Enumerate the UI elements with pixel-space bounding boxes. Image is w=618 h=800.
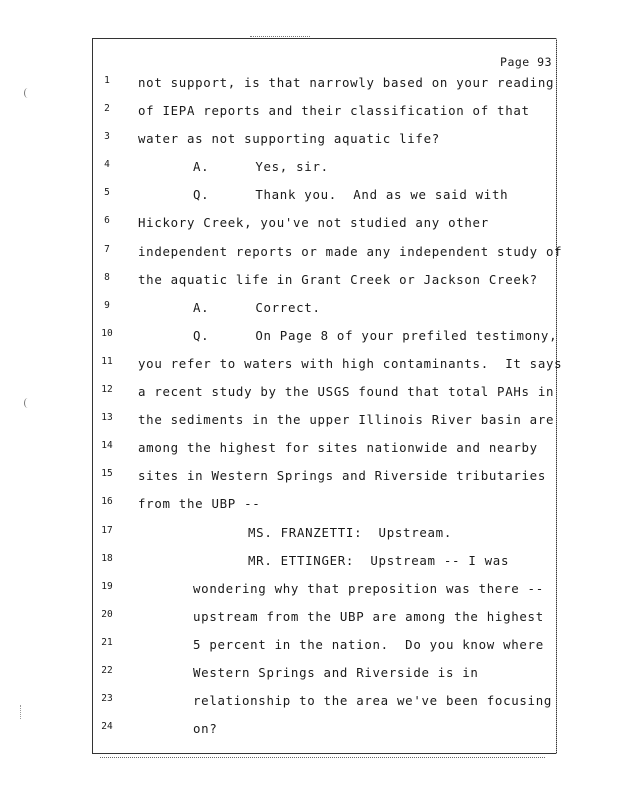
line-number: 17	[101, 524, 113, 536]
line-content: On Page 8 of your prefiled testimony,	[255, 327, 558, 343]
transcript-line	[0, 437, 618, 465]
line-number: 8	[104, 271, 110, 283]
speaker-label: Q.	[193, 327, 210, 343]
line-content: the aquatic life in Grant Creek or Jackson Creek?	[138, 271, 538, 287]
line-text	[138, 356, 562, 371]
line-number: 2	[104, 103, 110, 115]
line-number: 3	[104, 131, 110, 143]
page-number: Page 93	[500, 55, 552, 69]
line-content: not support, is that narrowly based on your reading	[138, 75, 555, 90]
line-content: Thank you. And as we said with	[255, 187, 509, 203]
line-number: 9	[104, 299, 110, 311]
speaker-label: A.	[193, 159, 210, 175]
line-number: 7	[104, 243, 110, 255]
transcript-line	[0, 381, 618, 409]
transcript-line	[0, 578, 618, 606]
line-text	[138, 103, 530, 118]
transcript-line	[0, 128, 618, 156]
line-content: Yes, sir.	[255, 159, 329, 175]
line-text	[138, 412, 554, 427]
transcript-line	[0, 72, 618, 100]
line-number: 21	[101, 636, 113, 648]
transcript-line	[0, 297, 618, 325]
transcript-body	[0, 72, 618, 746]
line-text	[193, 637, 544, 652]
line-number: 5	[104, 187, 110, 199]
line-text	[193, 159, 329, 174]
line-content: relationship to the area we've been focusing	[193, 693, 553, 709]
transcript-line	[0, 325, 618, 353]
line-text	[248, 553, 509, 568]
line-content: upstream from the UBP are among the highest	[193, 608, 544, 624]
line-content: from the UBP --	[138, 496, 261, 512]
line-text	[193, 665, 479, 680]
line-content: MR. ETTINGER: Upstream -- I was	[248, 552, 510, 568]
transcript-line	[0, 409, 618, 437]
line-number: 24	[101, 721, 113, 733]
line-text	[193, 300, 321, 315]
transcript-line	[0, 550, 618, 578]
line-number: 15	[101, 468, 113, 480]
line-text	[138, 244, 562, 259]
line-number: 18	[101, 552, 113, 564]
line-text	[193, 581, 544, 596]
line-text	[138, 468, 546, 483]
transcript-line	[0, 465, 618, 493]
speaker-label: A.	[193, 299, 210, 315]
transcript-line	[0, 662, 618, 690]
line-text	[193, 187, 508, 202]
line-number: 12	[101, 384, 113, 396]
line-number: 23	[101, 693, 113, 705]
line-text	[193, 721, 217, 736]
line-content: wondering why that preposition was there --	[193, 580, 544, 596]
line-content: water as not supporting aquatic life?	[138, 131, 440, 147]
transcript-line	[0, 241, 618, 269]
transcript-line	[0, 493, 618, 521]
transcript-line	[0, 522, 618, 550]
line-text	[138, 75, 554, 90]
line-number: 22	[101, 664, 113, 676]
transcript-line	[0, 100, 618, 128]
line-text	[193, 609, 544, 624]
line-number: 14	[101, 440, 113, 452]
transcript-line	[0, 606, 618, 634]
line-text	[193, 328, 557, 343]
transcript-line	[0, 353, 618, 381]
line-number: 4	[104, 159, 110, 171]
line-number: 16	[101, 496, 113, 508]
line-text	[138, 215, 489, 230]
transcript-line	[0, 718, 618, 746]
line-text	[138, 440, 538, 455]
line-content: the sediments in the upper Illinois River basin are	[138, 412, 555, 428]
line-text	[248, 525, 452, 540]
transcript-line	[0, 212, 618, 240]
line-content: MS. FRANZETTI: Upstream.	[248, 524, 452, 540]
line-content: on?	[193, 721, 218, 737]
line-content: independent reports or made any independent study of	[138, 243, 563, 259]
line-number: 10	[101, 327, 113, 339]
transcript-line	[0, 156, 618, 184]
line-content: Western Springs and Riverside is in	[193, 664, 479, 680]
line-text	[138, 496, 260, 511]
line-content: Correct.	[255, 299, 321, 315]
transcript-line	[0, 634, 618, 662]
line-content: 5 percent in the nation. Do you know where	[193, 636, 544, 652]
scan-speck-top	[250, 36, 310, 37]
speaker-label: Q.	[193, 187, 210, 203]
line-content: of IEPA reports and their classification of that	[138, 103, 530, 119]
line-content: sites in Western Springs and Riverside tributaries	[138, 468, 546, 484]
line-content: among the highest for sites nationwide and nearby	[138, 440, 538, 456]
line-number: 20	[101, 608, 113, 620]
line-content: a recent study by the USGS found that total PAHs in	[138, 384, 555, 400]
transcript-line	[0, 690, 618, 718]
scan-speckle-bottom	[100, 757, 545, 760]
line-text	[193, 693, 552, 708]
transcript-line	[0, 269, 618, 297]
line-number: 6	[104, 215, 110, 227]
line-number: 19	[101, 580, 113, 592]
line-number: 13	[101, 412, 113, 424]
line-text	[138, 131, 440, 146]
line-number: 1	[104, 75, 110, 86]
line-content: Hickory Creek, you've not studied any other	[138, 215, 489, 231]
line-text	[138, 384, 554, 399]
transcript-line	[0, 184, 618, 212]
line-number: 11	[101, 355, 113, 367]
line-content: you refer to waters with high contaminants. It says	[138, 355, 563, 371]
line-text	[138, 272, 538, 287]
